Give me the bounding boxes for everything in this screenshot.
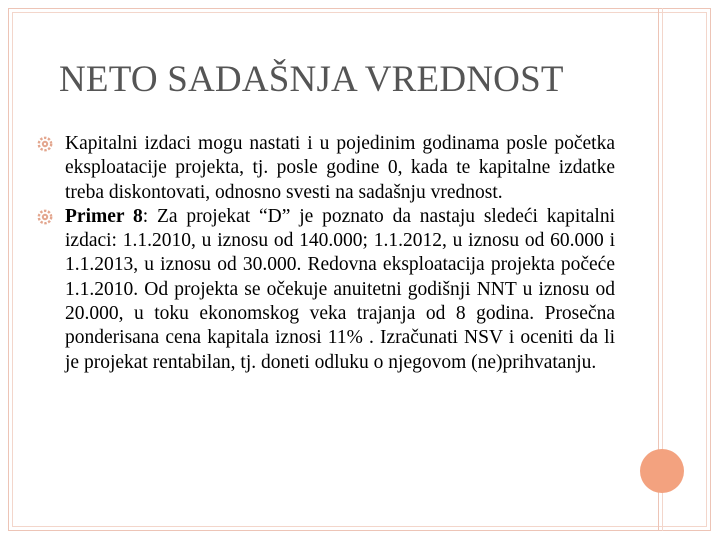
bullet-item-1 (37, 132, 615, 205)
gear-bullet-icon (37, 209, 53, 225)
bullet-text-2: : Za projekat “D” je poznato da nastaju sledeći kapitalni izdaci: 1.1.2010, u iznosu od 140.000; 1.1.2012, u iznosu od 60.000 i 1.1.2013, u iznosu od 30.000. Redovna eksploatacija projekta počeće 1.1.2010. Od projekta se očekuje anuitetni godišnji NNT u iznosu od 20.000, u toku ekonomskog veka trajanja od 8 godina. Prosečna ponderisana cena kapitala iznosi 11% . Izračunati NSV i oceniti da li je projekat rentabilan, tj. doneti odluku o njegovom (ne)prihvatanju. (65, 205, 615, 373)
slide-title: NETO SADAŠNJA VREDNOST (59, 59, 564, 100)
slide-content (37, 132, 615, 375)
bullet-item-2 (37, 205, 615, 375)
gear-bullet-icon (37, 136, 53, 152)
bullet-text-1: Kapitalni izdaci mogu nastati i u pojedinim godinama posle početka eksploatacije projekta, tj. posle godine 0, kada te kapitalne izdatke treba diskontovati, odnosno svesti na sadašnju vrednost. (65, 133, 615, 203)
bullet-bold-label: Primer 8 (65, 205, 143, 227)
decorative-circle (640, 449, 684, 493)
